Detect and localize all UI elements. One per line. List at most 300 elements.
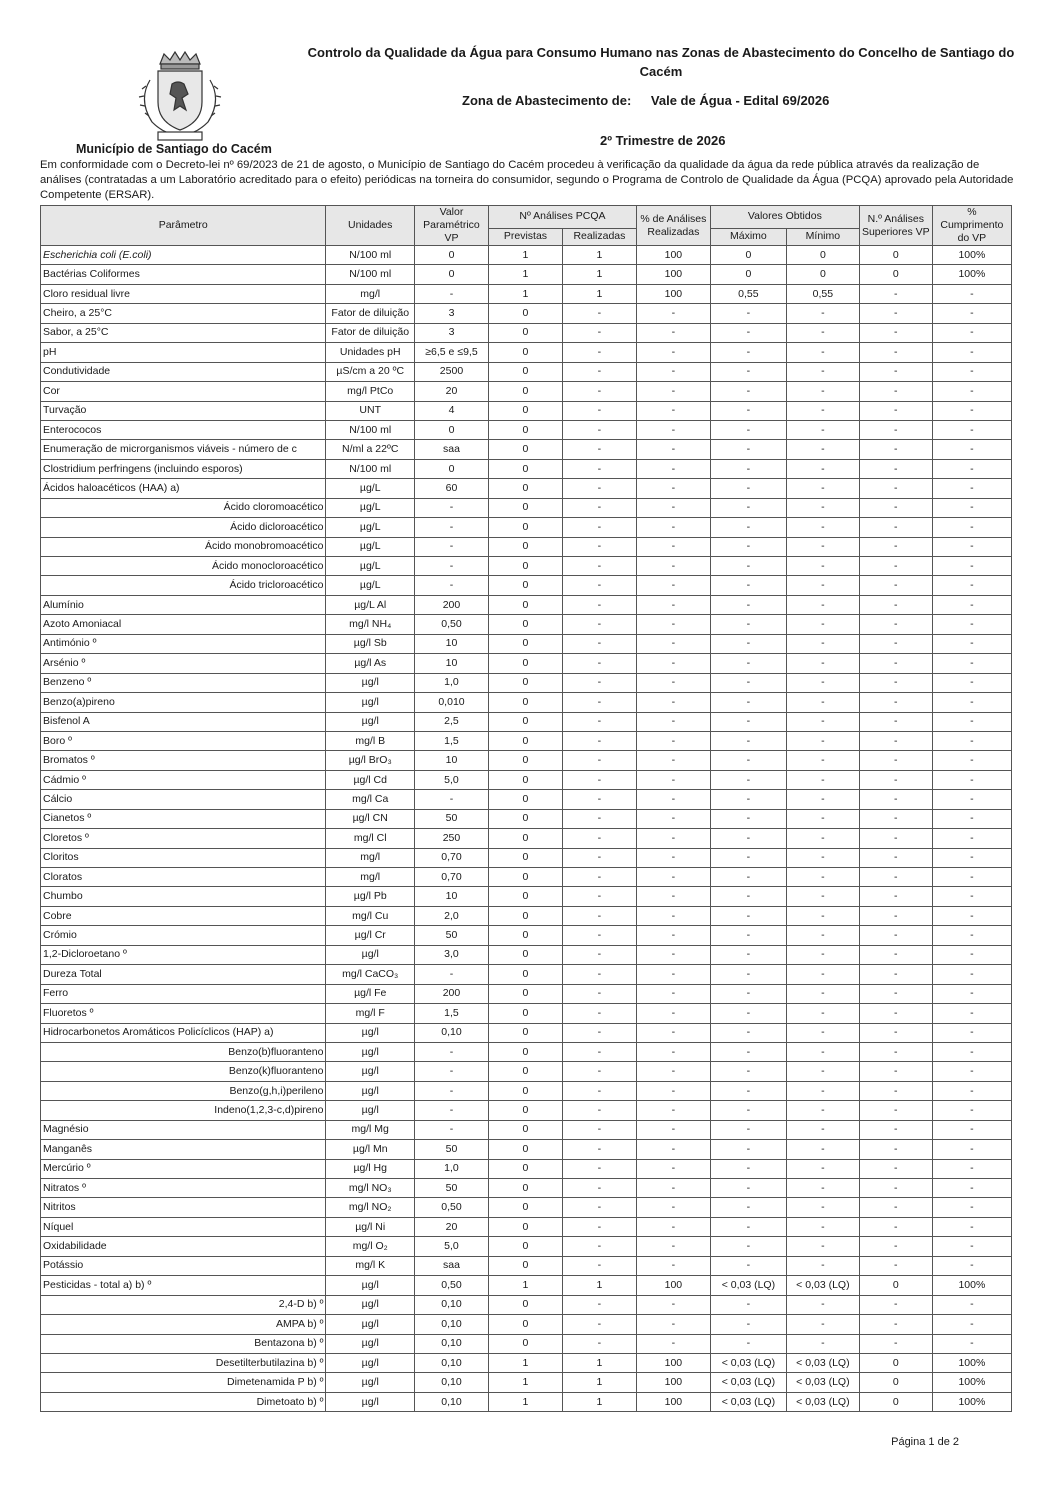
param-cell: Bromatos º	[41, 751, 326, 770]
pct-cell: -	[636, 518, 710, 537]
max-cell: -	[710, 868, 786, 887]
cumprimento-cell: -	[932, 440, 1011, 459]
table-row	[41, 537, 1012, 556]
header-vp: Valor Paramétrico VP	[415, 206, 489, 246]
previstas-cell: 0	[488, 906, 562, 925]
realizadas-cell: -	[562, 673, 636, 692]
max-cell: < 0,03 (LQ)	[710, 1392, 786, 1411]
superiores-cell: -	[859, 440, 932, 459]
superiores-cell: -	[859, 945, 932, 964]
param-cell: Cianetos º	[41, 809, 326, 828]
previstas-cell: 0	[488, 984, 562, 1003]
header-realizadas: Realizadas	[562, 228, 636, 245]
pct-cell: -	[636, 965, 710, 984]
previstas-cell: 0	[488, 401, 562, 420]
realizadas-cell: -	[562, 1256, 636, 1275]
unit-cell: µg/l	[326, 945, 415, 964]
vp-cell: -	[415, 1081, 489, 1100]
realizadas-cell: -	[562, 906, 636, 925]
table-row	[41, 712, 1012, 731]
table-row	[41, 382, 1012, 401]
cumprimento-cell: -	[932, 557, 1011, 576]
min-cell: < 0,03 (LQ)	[786, 1373, 859, 1392]
max-cell: -	[710, 382, 786, 401]
pct-cell: -	[636, 770, 710, 789]
superiores-cell: -	[859, 809, 932, 828]
pct-cell: -	[636, 984, 710, 1003]
realizadas-cell: -	[562, 537, 636, 556]
table-row	[41, 246, 1012, 265]
max-cell: -	[710, 1295, 786, 1314]
max-cell: 0	[710, 246, 786, 265]
param-cell: Níquel	[41, 1217, 326, 1236]
unit-cell: µg/l Pb	[326, 887, 415, 906]
min-cell: 0	[786, 246, 859, 265]
max-cell: -	[710, 323, 786, 342]
header-superiores: N.º Análises Superiores VP	[859, 206, 932, 246]
cumprimento-cell: -	[932, 537, 1011, 556]
unit-cell: µg/L	[326, 498, 415, 517]
table-row	[41, 615, 1012, 634]
pct-cell: -	[636, 537, 710, 556]
superiores-cell: -	[859, 712, 932, 731]
max-cell: -	[710, 1315, 786, 1334]
cumprimento-cell: -	[932, 1295, 1011, 1314]
cumprimento-cell: -	[932, 1217, 1011, 1236]
superiores-cell: -	[859, 1179, 932, 1198]
previstas-cell: 0	[488, 440, 562, 459]
superiores-cell: -	[859, 1023, 932, 1042]
vp-cell: 0,10	[415, 1315, 489, 1334]
min-cell: -	[786, 906, 859, 925]
previstas-cell: 0	[488, 1256, 562, 1275]
min-cell: -	[786, 1004, 859, 1023]
param-cell: Ácido cloromoacético	[41, 498, 326, 517]
pct-cell: -	[636, 1023, 710, 1042]
param-cell: Alumínio	[41, 595, 326, 614]
header-valores-obtidos: Valores Obtidos	[710, 206, 859, 229]
table-row	[41, 926, 1012, 945]
cumprimento-cell: -	[932, 1159, 1011, 1178]
max-cell: -	[710, 770, 786, 789]
max-cell: -	[710, 945, 786, 964]
pct-cell: -	[636, 1081, 710, 1100]
pct-cell: 100	[636, 1276, 710, 1295]
param-cell: Arsénio º	[41, 654, 326, 673]
vp-cell: -	[415, 1062, 489, 1081]
pct-cell: -	[636, 693, 710, 712]
cumprimento-cell: -	[932, 343, 1011, 362]
min-cell: -	[786, 1295, 859, 1314]
vp-cell: 3,0	[415, 945, 489, 964]
param-cell: Manganês	[41, 1140, 326, 1159]
realizadas-cell: -	[562, 945, 636, 964]
cumprimento-cell: -	[932, 1237, 1011, 1256]
table-row	[41, 829, 1012, 848]
cumprimento-cell: -	[932, 284, 1011, 303]
min-cell: -	[786, 790, 859, 809]
min-cell: -	[786, 343, 859, 362]
cumprimento-cell: -	[932, 595, 1011, 614]
vp-cell: 10	[415, 751, 489, 770]
pct-cell: -	[636, 868, 710, 887]
cumprimento-cell: -	[932, 673, 1011, 692]
table-row	[41, 401, 1012, 420]
vp-cell: 4	[415, 401, 489, 420]
min-cell: -	[786, 751, 859, 770]
pct-cell: 100	[636, 1353, 710, 1372]
vp-cell: -	[415, 790, 489, 809]
min-cell: -	[786, 965, 859, 984]
max-cell: 0	[710, 265, 786, 284]
superiores-cell: -	[859, 1334, 932, 1353]
cumprimento-cell: -	[932, 362, 1011, 381]
max-cell: -	[710, 1198, 786, 1217]
unit-cell: µg/l	[326, 1315, 415, 1334]
vp-cell: 0,70	[415, 868, 489, 887]
vp-cell: -	[415, 576, 489, 595]
pct-cell: -	[636, 654, 710, 673]
cumprimento-cell: -	[932, 712, 1011, 731]
param-cell: pH	[41, 343, 326, 362]
pct-cell: 100	[636, 246, 710, 265]
superiores-cell: -	[859, 751, 932, 770]
vp-cell: 250	[415, 829, 489, 848]
unit-cell: mg/l Mg	[326, 1120, 415, 1139]
max-cell: 0,55	[710, 284, 786, 303]
min-cell: -	[786, 576, 859, 595]
max-cell: -	[710, 1237, 786, 1256]
max-cell: -	[710, 790, 786, 809]
superiores-cell: -	[859, 1295, 932, 1314]
table-row	[41, 1315, 1012, 1334]
max-cell: -	[710, 1217, 786, 1236]
pct-cell: -	[636, 1140, 710, 1159]
unit-cell: µS/cm a 20 ºC	[326, 362, 415, 381]
min-cell: -	[786, 1256, 859, 1275]
header-minimo: Mínimo	[786, 228, 859, 245]
cumprimento-cell: -	[932, 1315, 1011, 1334]
superiores-cell: 0	[859, 1373, 932, 1392]
unit-cell: mg/l	[326, 284, 415, 303]
superiores-cell: -	[859, 284, 932, 303]
min-cell: -	[786, 673, 859, 692]
cumprimento-cell: -	[932, 1081, 1011, 1100]
table-row	[41, 731, 1012, 750]
unit-cell: µg/l	[326, 1334, 415, 1353]
table-row	[41, 984, 1012, 1003]
realizadas-cell: -	[562, 1023, 636, 1042]
previstas-cell: 0	[488, 887, 562, 906]
param-cell: 1,2-Dicloroetano º	[41, 945, 326, 964]
previstas-cell: 0	[488, 634, 562, 653]
document-title: Controlo da Qualidade da Água para Consumo Humano nas Zonas de Abastecimento do Concelho de Santiago do Cacém	[307, 45, 1015, 79]
pct-cell: -	[636, 1295, 710, 1314]
param-cell: Cloretos º	[41, 829, 326, 848]
superiores-cell: -	[859, 984, 932, 1003]
param-cell: Chumbo	[41, 887, 326, 906]
unit-cell: mg/l PtCo	[326, 382, 415, 401]
min-cell: -	[786, 1334, 859, 1353]
max-cell: -	[710, 440, 786, 459]
table-row	[41, 498, 1012, 517]
table-row	[41, 265, 1012, 284]
unit-cell: µg/l	[326, 712, 415, 731]
pct-cell: -	[636, 1101, 710, 1120]
realizadas-cell: -	[562, 304, 636, 323]
unit-cell: µg/l Ni	[326, 1217, 415, 1236]
table-row	[41, 809, 1012, 828]
vp-cell: 0,70	[415, 848, 489, 867]
pct-cell: -	[636, 751, 710, 770]
min-cell: -	[786, 420, 859, 439]
header-maximo: Máximo	[710, 228, 786, 245]
max-cell: < 0,03 (LQ)	[710, 1353, 786, 1372]
pct-cell: -	[636, 887, 710, 906]
previstas-cell: 0	[488, 595, 562, 614]
realizadas-cell: -	[562, 829, 636, 848]
previstas-cell: 0	[488, 693, 562, 712]
max-cell: -	[710, 1179, 786, 1198]
water-quality-table	[40, 205, 1012, 1412]
pct-cell: -	[636, 420, 710, 439]
superiores-cell: -	[859, 615, 932, 634]
vp-cell: 0,10	[415, 1353, 489, 1372]
unit-cell: µg/l Cd	[326, 770, 415, 789]
table-row	[41, 1062, 1012, 1081]
superiores-cell: 0	[859, 1276, 932, 1295]
realizadas-cell: 1	[562, 265, 636, 284]
superiores-cell: 0	[859, 1392, 932, 1411]
superiores-cell: -	[859, 673, 932, 692]
min-cell: -	[786, 868, 859, 887]
table-row	[41, 1276, 1012, 1295]
previstas-cell: 0	[488, 343, 562, 362]
previstas-cell: 1	[488, 284, 562, 303]
max-cell: < 0,03 (LQ)	[710, 1276, 786, 1295]
cumprimento-cell: -	[932, 887, 1011, 906]
cumprimento-cell: -	[932, 304, 1011, 323]
superiores-cell: -	[859, 362, 932, 381]
max-cell: -	[710, 343, 786, 362]
realizadas-cell: -	[562, 498, 636, 517]
unit-cell: mg/l CaCO₃	[326, 965, 415, 984]
previstas-cell: 0	[488, 537, 562, 556]
previstas-cell: 0	[488, 362, 562, 381]
superiores-cell: -	[859, 1159, 932, 1178]
min-cell: -	[786, 984, 859, 1003]
pct-cell: -	[636, 1062, 710, 1081]
realizadas-cell: -	[562, 693, 636, 712]
table-row	[41, 362, 1012, 381]
cumprimento-cell: -	[932, 1120, 1011, 1139]
supply-zone	[462, 93, 829, 108]
cumprimento-cell: -	[932, 518, 1011, 537]
pct-cell: -	[636, 343, 710, 362]
param-cell: Dureza Total	[41, 965, 326, 984]
realizadas-cell: -	[562, 751, 636, 770]
pct-cell: -	[636, 1120, 710, 1139]
cumprimento-cell: -	[932, 1334, 1011, 1353]
realizadas-cell: -	[562, 459, 636, 478]
param-cell: Dimetenamida P b) º	[41, 1373, 326, 1392]
min-cell: -	[786, 1023, 859, 1042]
previstas-cell: 0	[488, 304, 562, 323]
realizadas-cell: -	[562, 848, 636, 867]
previstas-cell: 0	[488, 712, 562, 731]
superiores-cell: -	[859, 1217, 932, 1236]
table-row	[41, 343, 1012, 362]
max-cell: -	[710, 887, 786, 906]
table-row	[41, 790, 1012, 809]
cumprimento-cell: -	[932, 965, 1011, 984]
realizadas-cell: -	[562, 712, 636, 731]
realizadas-cell: 1	[562, 284, 636, 303]
min-cell: < 0,03 (LQ)	[786, 1353, 859, 1372]
cumprimento-cell: -	[932, 829, 1011, 848]
previstas-cell: 0	[488, 1217, 562, 1236]
previstas-cell: 0	[488, 829, 562, 848]
table-row	[41, 1042, 1012, 1061]
min-cell: -	[786, 304, 859, 323]
min-cell: -	[786, 557, 859, 576]
unit-cell: N/100 ml	[326, 459, 415, 478]
pct-cell: -	[636, 673, 710, 692]
min-cell: -	[786, 712, 859, 731]
previstas-cell: 0	[488, 498, 562, 517]
table-row	[41, 323, 1012, 342]
cumprimento-cell: 100%	[932, 265, 1011, 284]
superiores-cell: -	[859, 420, 932, 439]
min-cell: -	[786, 829, 859, 848]
param-cell: Benzo(a)pireno	[41, 693, 326, 712]
min-cell: -	[786, 926, 859, 945]
previstas-cell: 0	[488, 926, 562, 945]
max-cell: -	[710, 1159, 786, 1178]
unit-cell: Fator de diluição	[326, 304, 415, 323]
unit-cell: mg/l O₂	[326, 1237, 415, 1256]
cumprimento-cell: -	[932, 1256, 1011, 1275]
table-row	[41, 1295, 1012, 1314]
param-cell: Ferro	[41, 984, 326, 1003]
superiores-cell: -	[859, 1140, 932, 1159]
table-row	[41, 1237, 1012, 1256]
table-row	[41, 1120, 1012, 1139]
cumprimento-cell: -	[932, 868, 1011, 887]
table-row	[41, 751, 1012, 770]
unit-cell: mg/l NH₄	[326, 615, 415, 634]
realizadas-cell: -	[562, 926, 636, 945]
param-cell: Cobre	[41, 906, 326, 925]
realizadas-cell: -	[562, 1295, 636, 1314]
cumprimento-cell: 100%	[932, 1373, 1011, 1392]
min-cell: -	[786, 1198, 859, 1217]
superiores-cell: -	[859, 887, 932, 906]
pct-cell: -	[636, 576, 710, 595]
realizadas-cell: -	[562, 809, 636, 828]
max-cell: -	[710, 420, 786, 439]
pct-cell: -	[636, 498, 710, 517]
cumprimento-cell: -	[932, 498, 1011, 517]
table-row	[41, 459, 1012, 478]
table-row	[41, 1373, 1012, 1392]
cumprimento-cell: 100%	[932, 1353, 1011, 1372]
unit-cell: N/100 ml	[326, 265, 415, 284]
max-cell: -	[710, 1023, 786, 1042]
superiores-cell: -	[859, 693, 932, 712]
vp-cell: 0,10	[415, 1295, 489, 1314]
vp-cell: saa	[415, 1256, 489, 1275]
realizadas-cell: -	[562, 1159, 636, 1178]
intro-paragraph: Em conformidade com o Decreto-lei nº 69/2023 de 21 de agosto, o Município de Santiago do Cacém procedeu à verificação da qualidade da água da rede pública através da realização de análises (contratadas a um Laboratório acreditado para o efeito) periódicas na torneira do consumidor, segundo o Programa de Controlo de Qualidade da Água (PCQA) aprovado pela Autoridade Competente (ERSAR).	[40, 159, 1014, 201]
max-cell: -	[710, 673, 786, 692]
realizadas-cell: -	[562, 557, 636, 576]
param-cell: Ácido monobromoacético	[41, 537, 326, 556]
cumprimento-cell: -	[932, 770, 1011, 789]
min-cell: -	[786, 382, 859, 401]
cumprimento-cell: -	[932, 634, 1011, 653]
min-cell: -	[786, 537, 859, 556]
header-pct-realizadas: % de Análises Realizadas	[636, 206, 710, 246]
realizadas-cell: -	[562, 770, 636, 789]
unit-cell: N/100 ml	[326, 246, 415, 265]
max-cell: -	[710, 1120, 786, 1139]
table-row	[41, 887, 1012, 906]
vp-cell: 0,10	[415, 1334, 489, 1353]
superiores-cell: -	[859, 323, 932, 342]
previstas-cell: 0	[488, 615, 562, 634]
superiores-cell: -	[859, 1062, 932, 1081]
max-cell: -	[710, 1042, 786, 1061]
min-cell: -	[786, 634, 859, 653]
realizadas-cell: -	[562, 1179, 636, 1198]
max-cell: -	[710, 634, 786, 653]
max-cell: -	[710, 401, 786, 420]
cumprimento-cell: -	[932, 576, 1011, 595]
unit-cell: mg/l NO₃	[326, 1179, 415, 1198]
param-cell: Condutividade	[41, 362, 326, 381]
vp-cell: 200	[415, 595, 489, 614]
unit-cell: mg/l NO₂	[326, 1198, 415, 1217]
vp-cell: -	[415, 1042, 489, 1061]
zone-label: Zona de Abastecimento de:	[462, 93, 632, 108]
unit-cell: mg/l Ca	[326, 790, 415, 809]
header-unidades: Unidades	[326, 206, 415, 246]
previstas-cell: 0	[488, 1159, 562, 1178]
previstas-cell: 0	[488, 1081, 562, 1100]
superiores-cell: -	[859, 537, 932, 556]
superiores-cell: -	[859, 1198, 932, 1217]
previstas-cell: 0	[488, 1237, 562, 1256]
min-cell: 0,55	[786, 284, 859, 303]
param-cell: Bactérias Coliformes	[41, 265, 326, 284]
cumprimento-cell: -	[932, 1062, 1011, 1081]
pct-cell: -	[636, 595, 710, 614]
pct-cell: -	[636, 479, 710, 498]
realizadas-cell: -	[562, 1042, 636, 1061]
superiores-cell: -	[859, 498, 932, 517]
realizadas-cell: -	[562, 654, 636, 673]
min-cell: -	[786, 498, 859, 517]
table-row	[41, 1179, 1012, 1198]
cumprimento-cell: -	[932, 479, 1011, 498]
min-cell: -	[786, 1120, 859, 1139]
table-row	[41, 965, 1012, 984]
param-cell: Nitritos	[41, 1198, 326, 1217]
unit-cell: µg/l Hg	[326, 1159, 415, 1178]
param-cell: Antimónio º	[41, 634, 326, 653]
realizadas-cell: -	[562, 615, 636, 634]
